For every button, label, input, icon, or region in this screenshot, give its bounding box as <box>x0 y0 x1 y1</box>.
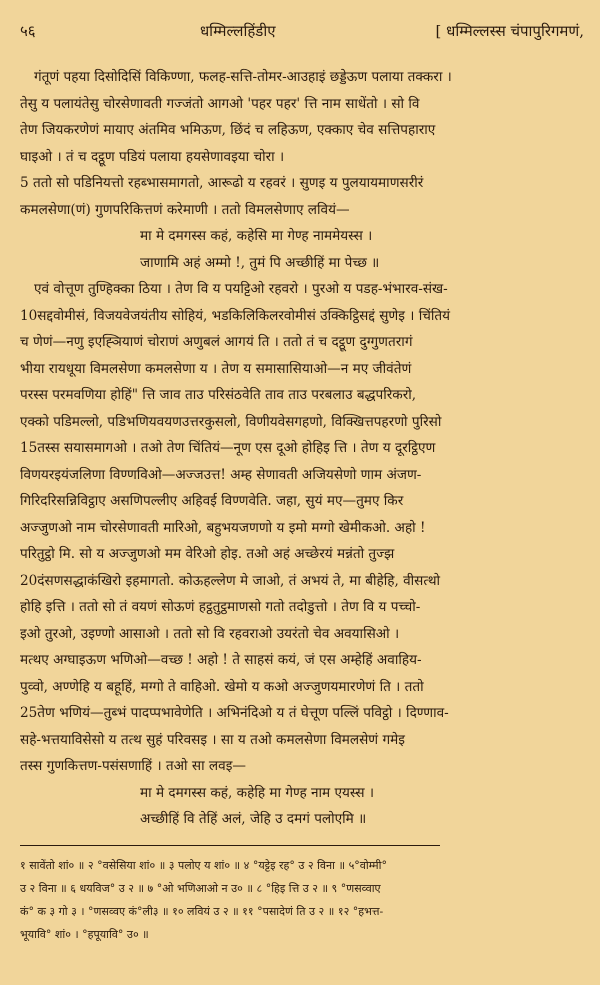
footnote-line: उ २ विना ॥ ६ धयविज° उ २ ॥ ७ °ओ भणिआओ न उ० ॥ ८ °हिइ त्ति उ २ ॥ ९ °णसव्वाए <box>20 881 381 895</box>
footnote-rule <box>20 845 440 846</box>
footnote-line: कं° क ३ गो ३ । °णसव्वए कं°ली३ ॥ १० लवियं उ २ ॥ ११ °पसादेणं ति उ २ ॥ १२ °हभत्त- <box>20 904 384 918</box>
text-line: मत्थए अग्घाइऊण भणिओ—वच्छ ! अहो ! ते साहसं कयं, जं एस अम्हेहिं अवाहिय- <box>20 652 422 668</box>
text-line: पुव्वो, अण्णेहि य बहूहिं, मग्गो ते वाहिओ. खेमो य कओ अज्जुणयमारणेणं ति । ततो <box>20 678 424 695</box>
text-line: विणयरइयंजलिणा विण्णविओ—अज्जउत्त! अम्ह सेणावती अजियसेणो णाम अंजण- <box>20 466 422 483</box>
text-line: परस्स परमवणिया होहिं" त्ति जाव ताउ परिसंठवेति ताव ताउ परबलाउ बद्धपरिकरो, <box>20 387 417 403</box>
page-number: ५६ <box>20 22 36 40</box>
text-line: एक्को पडिमल्लो, पडिभणियवयणउत्तरकुसलो, विणीयवेसगहणो, विक्खित्तपहरणो पुरिसो <box>20 413 442 430</box>
text-line: भीया रायधूया विमलसेणा कमलसेणा य । तेण य समासासियाओ—न मए जीवंतेणं <box>20 360 412 377</box>
text-line: च णेणं—नणु इएह्ञियाणं चोराणं अणुबलं आगयं ति । ततो तं च दट्ठूण दुग्गुणतरागं <box>20 334 413 350</box>
text-line: तस्स गुणकित्तण-पसंसणाहिं । तओ सा लवइ— <box>20 758 246 774</box>
footnote-line: भूयावि° शां० । °हपूयावि° उ० ॥ <box>20 927 149 941</box>
text-line: परितुट्ठो मि. सो य अज्जुणओ मम वेरिओ होइ. तओ अहं अच्छेरयं मन्नंतो तुज्झ <box>20 546 395 562</box>
text-line: गंतूणं पहया दिसोदिसिं विकिण्णा, फलह-सत्ति-तोमर-आउहाइं छड्डेऊण पलाया तक्करा । <box>34 69 452 85</box>
footnotes <box>20 854 584 946</box>
text-line: सहे-भत्तयाविसेसो य तत्थ सुहं परिवसइ । सा य तओ कमलसेणा विमलसेणं गमेइ <box>20 731 405 748</box>
text-line: अज्जुणओ नाम चोरसेणावती मारिओ, बहुभयजणणो य इमो मग्गो खेमीकओ. अहो ! <box>20 519 426 536</box>
text-line: 10सद्दवोमीसं, विजयवेजयंतीय सोहियं, भडकिलिकिलरवोमीसं उक्किट्ठिसद्दं सुणेइ । चिंतियं <box>20 307 451 324</box>
main-text <box>20 64 584 833</box>
section-title: [ धम्मिल्लस्स चंपापुरिगमणं, <box>435 22 584 40</box>
text-line: 20दंसणसद्धाकंखिरो इहमागतो. कोऊहल्लेण मे जाओ, तं अभयं ते, मा बीहेहि, वीसत्थो <box>20 572 441 589</box>
text-line: तेसु य पलायंतेसु चोरसेणावती गज्जंतो आगओ 'पहर पहर' त्ति नाम साधेंतो । सो वि <box>20 95 420 112</box>
text-line: इओ तुरओ, उइण्णो आसाओ । ततो सो वि रहवराओ उयरंतो चेव अवयासिओ । <box>20 625 400 642</box>
verse-line: जाणामि अहं अम्मो !, तुमं पि अच्छीहिं मा पेच्छ ॥ <box>140 254 380 271</box>
text-line: होहि इत्ति । ततो सो तं वयणं सोऊणं हट्ठतुट्ठमाणसो गतो तदोडुत्तो । तेण वि य पच्चो- <box>20 599 421 615</box>
text-line: 15तस्स सयासमागओ । तओ तेण चिंतियं—नूण एस दूओ होहिइ त्ति । तेण य दूरट्ठिएण <box>20 440 436 456</box>
footnote-line: १ सावेंतो शां० ॥ २ °वसेसिया शां० ॥ ३ पलोए य शां० ॥ ४ °यट्टेइ रह° उ २ विना ॥ ५°वोम्मी° <box>20 858 387 872</box>
text-line: घाइओ । तं च दट्ठूण पडियं पलाया हयसेणावइया चोरा । <box>20 148 285 165</box>
verse-line: अच्छीहिं वि तेहिं अलं, जेहि उ दमगं पलोएमि ॥ <box>140 811 367 827</box>
verse-line: मा मे दमगस्स कहं, कहेहि मा गेण्ह नाम एयस्स । <box>140 784 374 801</box>
text-line: गिरिदरिसन्निविट्ठाए असणिपल्लीए अहिवई विण्णवेति. जहा, सुयं मए—तुमए किर <box>20 493 404 509</box>
verse-line: मा मे दमगस्स कहं, कहेसि मा गेण्ह नाममेयस्स । <box>140 228 373 244</box>
text-line: कमलसेणा(णं) गुणपरिकित्तणं करेमाणी । ततो विमलसेणाए लवियं— <box>20 201 350 218</box>
text-line: 5 ततो सो पडिनियत्तो रहब्भासमागतो, आरूढो य रहवरं । सुणइ य पुलयायमाणसरीरं <box>20 175 424 191</box>
text-line: 25तेण भणियं—तुब्भं पादप्पभावेणेति । अभिनंदिओ य तं घेत्तूण पल्लिं पविट्ठो । दिण्णाव- <box>20 705 449 721</box>
text-line: तेण जियकरणेणं मायाए अंतमिव भमिऊण, छिंदं च लहिऊण, एक्काए चेव सत्तिपहाराए <box>20 122 436 138</box>
text-line: एवं वोत्तूण तुण्हिक्का ठिया । तेण वि य पयट्टिओ रहवरो । पुरओ य पडह-भंभारव-संख- <box>34 281 448 297</box>
running-title: धम्मिल्लहिंडीए <box>199 22 276 40</box>
page-header <box>20 20 584 48</box>
